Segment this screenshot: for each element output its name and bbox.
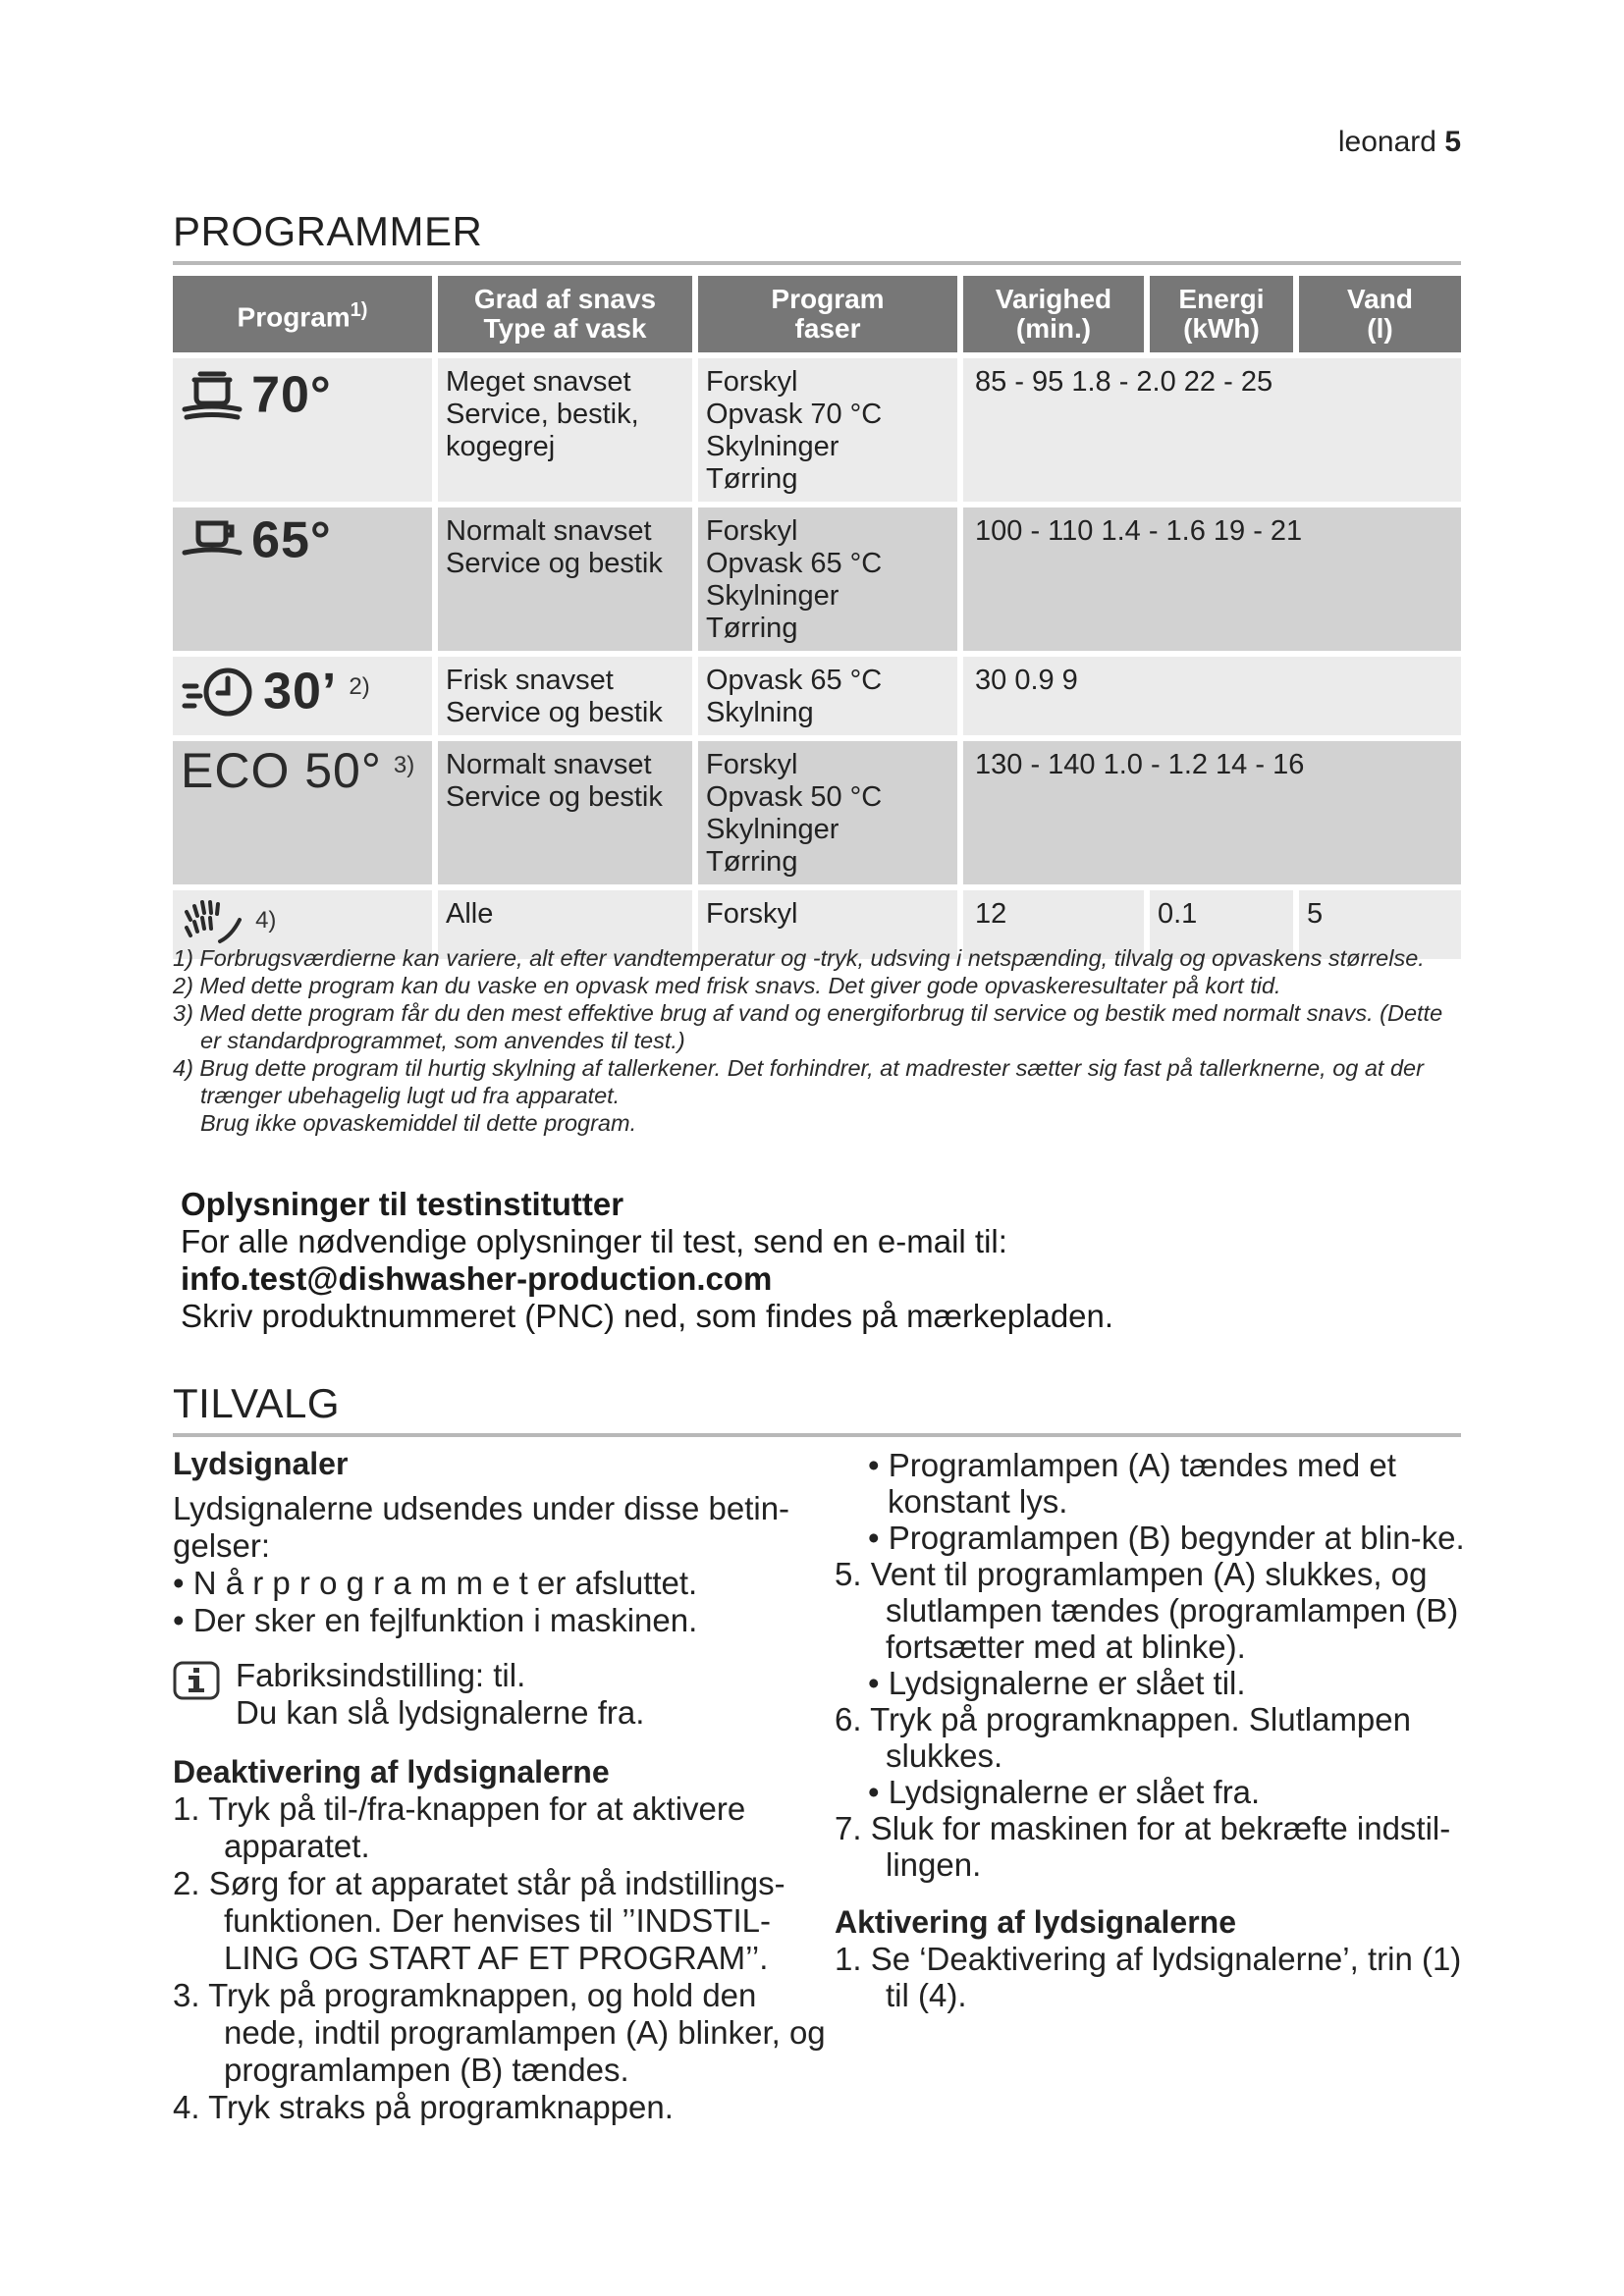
lamp-a-bullet: • Programlampen (A) tændes med et konstant lys. (868, 1447, 1396, 1520)
test-info (181, 1186, 1457, 1335)
vand-cell: 5 (1299, 884, 1461, 959)
test-info-line1: For alle nødvendige oplysninger til test, send en e-mail til: (181, 1223, 1007, 1259)
program-cell (173, 352, 438, 502)
values-cell: 85 - 95 1.8 - 2.0 22 - 25 (963, 352, 1461, 502)
col-program: Program$^{1)}$ (173, 276, 438, 352)
deakt-step-4: 4. Tryk straks på programknappen. (173, 2089, 674, 2125)
step-6-bullet: • Lydsignalerne er slået fra. (868, 1774, 1261, 1810)
faser-cell: Forskyl Opvask 50 °C Skylninger Tørring (698, 735, 963, 884)
snavs-cell: Meget snavset Service, bestik, kogegrej (438, 352, 698, 502)
energi-cell: 0.1 (1150, 884, 1299, 959)
brand-name: leonard (1337, 126, 1436, 158)
step-6: 6. Tryk på programknappen. Slutlampen slukkes. (835, 1701, 1411, 1774)
left-column (173, 1445, 840, 2126)
footnote-4: 4) Brug dette program til hurtig skylning af tallerkener. Det forhindrer, at madrester sætter sig fast på tallerknerne, og at der trænger ubehagelig lugt ud fra apparatet. (173, 1055, 1424, 1108)
info-box (173, 1657, 840, 1732)
footnote-2: 2) Med dette program kan du vaske en opvask med frisk snavs. Det giver gode opvaskeresultater på kort tid. (173, 973, 1281, 998)
faser-cell: Opvask 65 °C Skylning (698, 651, 963, 735)
step-5-bullet: • Lydsignalerne er slået til. (868, 1665, 1246, 1701)
table-header-row (173, 276, 1461, 352)
info-icon (173, 1661, 220, 1700)
table-row (173, 352, 1461, 502)
step-7: 7. Sluk for maskinen for at bekræfte indstil-lingen. (835, 1810, 1451, 1883)
snavs-cell: Normalt snavset Service og bestik (438, 502, 698, 651)
page-number: 5 (1444, 126, 1461, 158)
footnotes (173, 944, 1469, 1137)
program-cell (173, 502, 438, 651)
lamp-b-bullet: • Programlampen (B) begynder at blin-ke. (868, 1520, 1465, 1556)
program-temperature: 30’ (263, 663, 338, 721)
col-grad-af-snavs: Grad af snavs Type af vask (438, 276, 698, 352)
akt-step-1: 1. Se ‘Deaktivering af lydsignalerne’, trin (1) til (4). (835, 1941, 1462, 2013)
table-row (173, 502, 1461, 651)
col-vand: Vand (l) (1299, 276, 1461, 352)
footnote-3: 3) Med dette program får du den mest effektive brug af vand og energiforbrug til service og bestik med normalt snavs. (Dette er standardprogrammet, som anvendes til test.) (173, 1000, 1443, 1053)
faser-cell: Forskyl Opvask 65 °C Skylninger Tørring (698, 502, 963, 651)
info-line-1: Fabriksindstilling: til. (236, 1657, 526, 1693)
test-info-email: info.test@dishwasher-production.com (181, 1260, 773, 1297)
snavs-cell: Alle (438, 884, 698, 959)
values-cell: 130 - 140 1.0 - 1.2 14 - 16 (963, 735, 1461, 884)
lydsignaler-heading: Lydsignaler (173, 1446, 349, 1481)
col-varighed: Varighed (min.) (963, 276, 1150, 352)
footnote-4-extra: Brug ikke opvaskemiddel til dette program. (200, 1110, 637, 1136)
col-program-faser: Program faser (698, 276, 963, 352)
test-info-heading: Oplysninger til testinstitutter (181, 1186, 624, 1222)
program-temperature: 70° (251, 366, 332, 424)
aktivering-heading: Aktivering af lydsignalerne (835, 1904, 1237, 1940)
snavs-cell: Normalt snavset Service og bestik (438, 735, 698, 884)
right-column (835, 1447, 1473, 2013)
program-cell (173, 735, 438, 884)
table-row (173, 735, 1461, 884)
tilvalg-title: TILVALG (173, 1380, 1461, 1437)
footnote-ref: 3) (393, 752, 415, 778)
quick-clock-icon (181, 665, 255, 720)
values-cell: 30 0.9 9 (963, 651, 1461, 735)
faser-cell: Forskyl (698, 884, 963, 959)
info-line-2: Du kan slå lydsignalerne fra. (236, 1694, 645, 1731)
program-temperature: 65° (251, 511, 332, 569)
deakt-step-3: 3. Tryk på programknappen, og hold den nede, indtil programlampen (A) blinker, og programlampen (B) tændes. (173, 1977, 826, 2088)
values-cell: 100 - 110 1.4 - 1.6 19 - 21 (963, 502, 1461, 651)
varighed-cell: 12 (963, 884, 1150, 959)
program-cell (173, 651, 438, 735)
program-table (173, 276, 1461, 959)
deakt-step-1: 1. Tryk på til-/fra-knappen for at aktivere apparatet. (173, 1790, 746, 1864)
cup-plate-icon (181, 515, 244, 566)
snavs-cell: Frisk snavset Service og bestik (438, 651, 698, 735)
step-5: 5. Vent til programlampen (A) slukkes, og slutlampen tændes (programlampen (B) fortsætter med at blinke). (835, 1556, 1459, 1665)
footnote-ref: 4) (255, 906, 277, 934)
deaktivering-heading: Deaktivering af lydsignalerne (173, 1754, 610, 1789)
footnote-1: 1) Forbrugsværdierne kan variere, alt efter vandtemperatur og -tryk, udsving i netspænding, tilvalg og opvaskens størrelse. (173, 945, 1425, 971)
deakt-step-2: 2. Sørg for at apparatet står på indstillings-funktionen. Der henvises til ’’INDSTIL-LING OG START AF ET PROGRAM’’. (173, 1865, 785, 1976)
test-info-line2: Skriv produktnummeret (PNC) ned, som findes på mærkepladen. (181, 1298, 1114, 1334)
faser-cell: Forskyl Opvask 70 °C Skylninger Tørring (698, 352, 963, 502)
page-header (1338, 126, 1461, 159)
footnote-ref: 2) (349, 672, 370, 700)
table-row (173, 651, 1461, 735)
lydsignaler-intro: Lydsignalerne udsendes under disse betin-gelser: (173, 1490, 790, 1564)
col-energi: Energi (kWh) (1150, 276, 1299, 352)
lydsignaler-bullet-1: • N å r p r o g r a m m e t er afsluttet. (173, 1565, 698, 1601)
pots-icon (181, 366, 244, 425)
lydsignaler-bullet-2: • Der sker en fejlfunktion i maskinen. (173, 1602, 698, 1638)
eco-label: ECO 50° (181, 742, 382, 798)
programmer-title: PROGRAMMER (173, 208, 1461, 265)
